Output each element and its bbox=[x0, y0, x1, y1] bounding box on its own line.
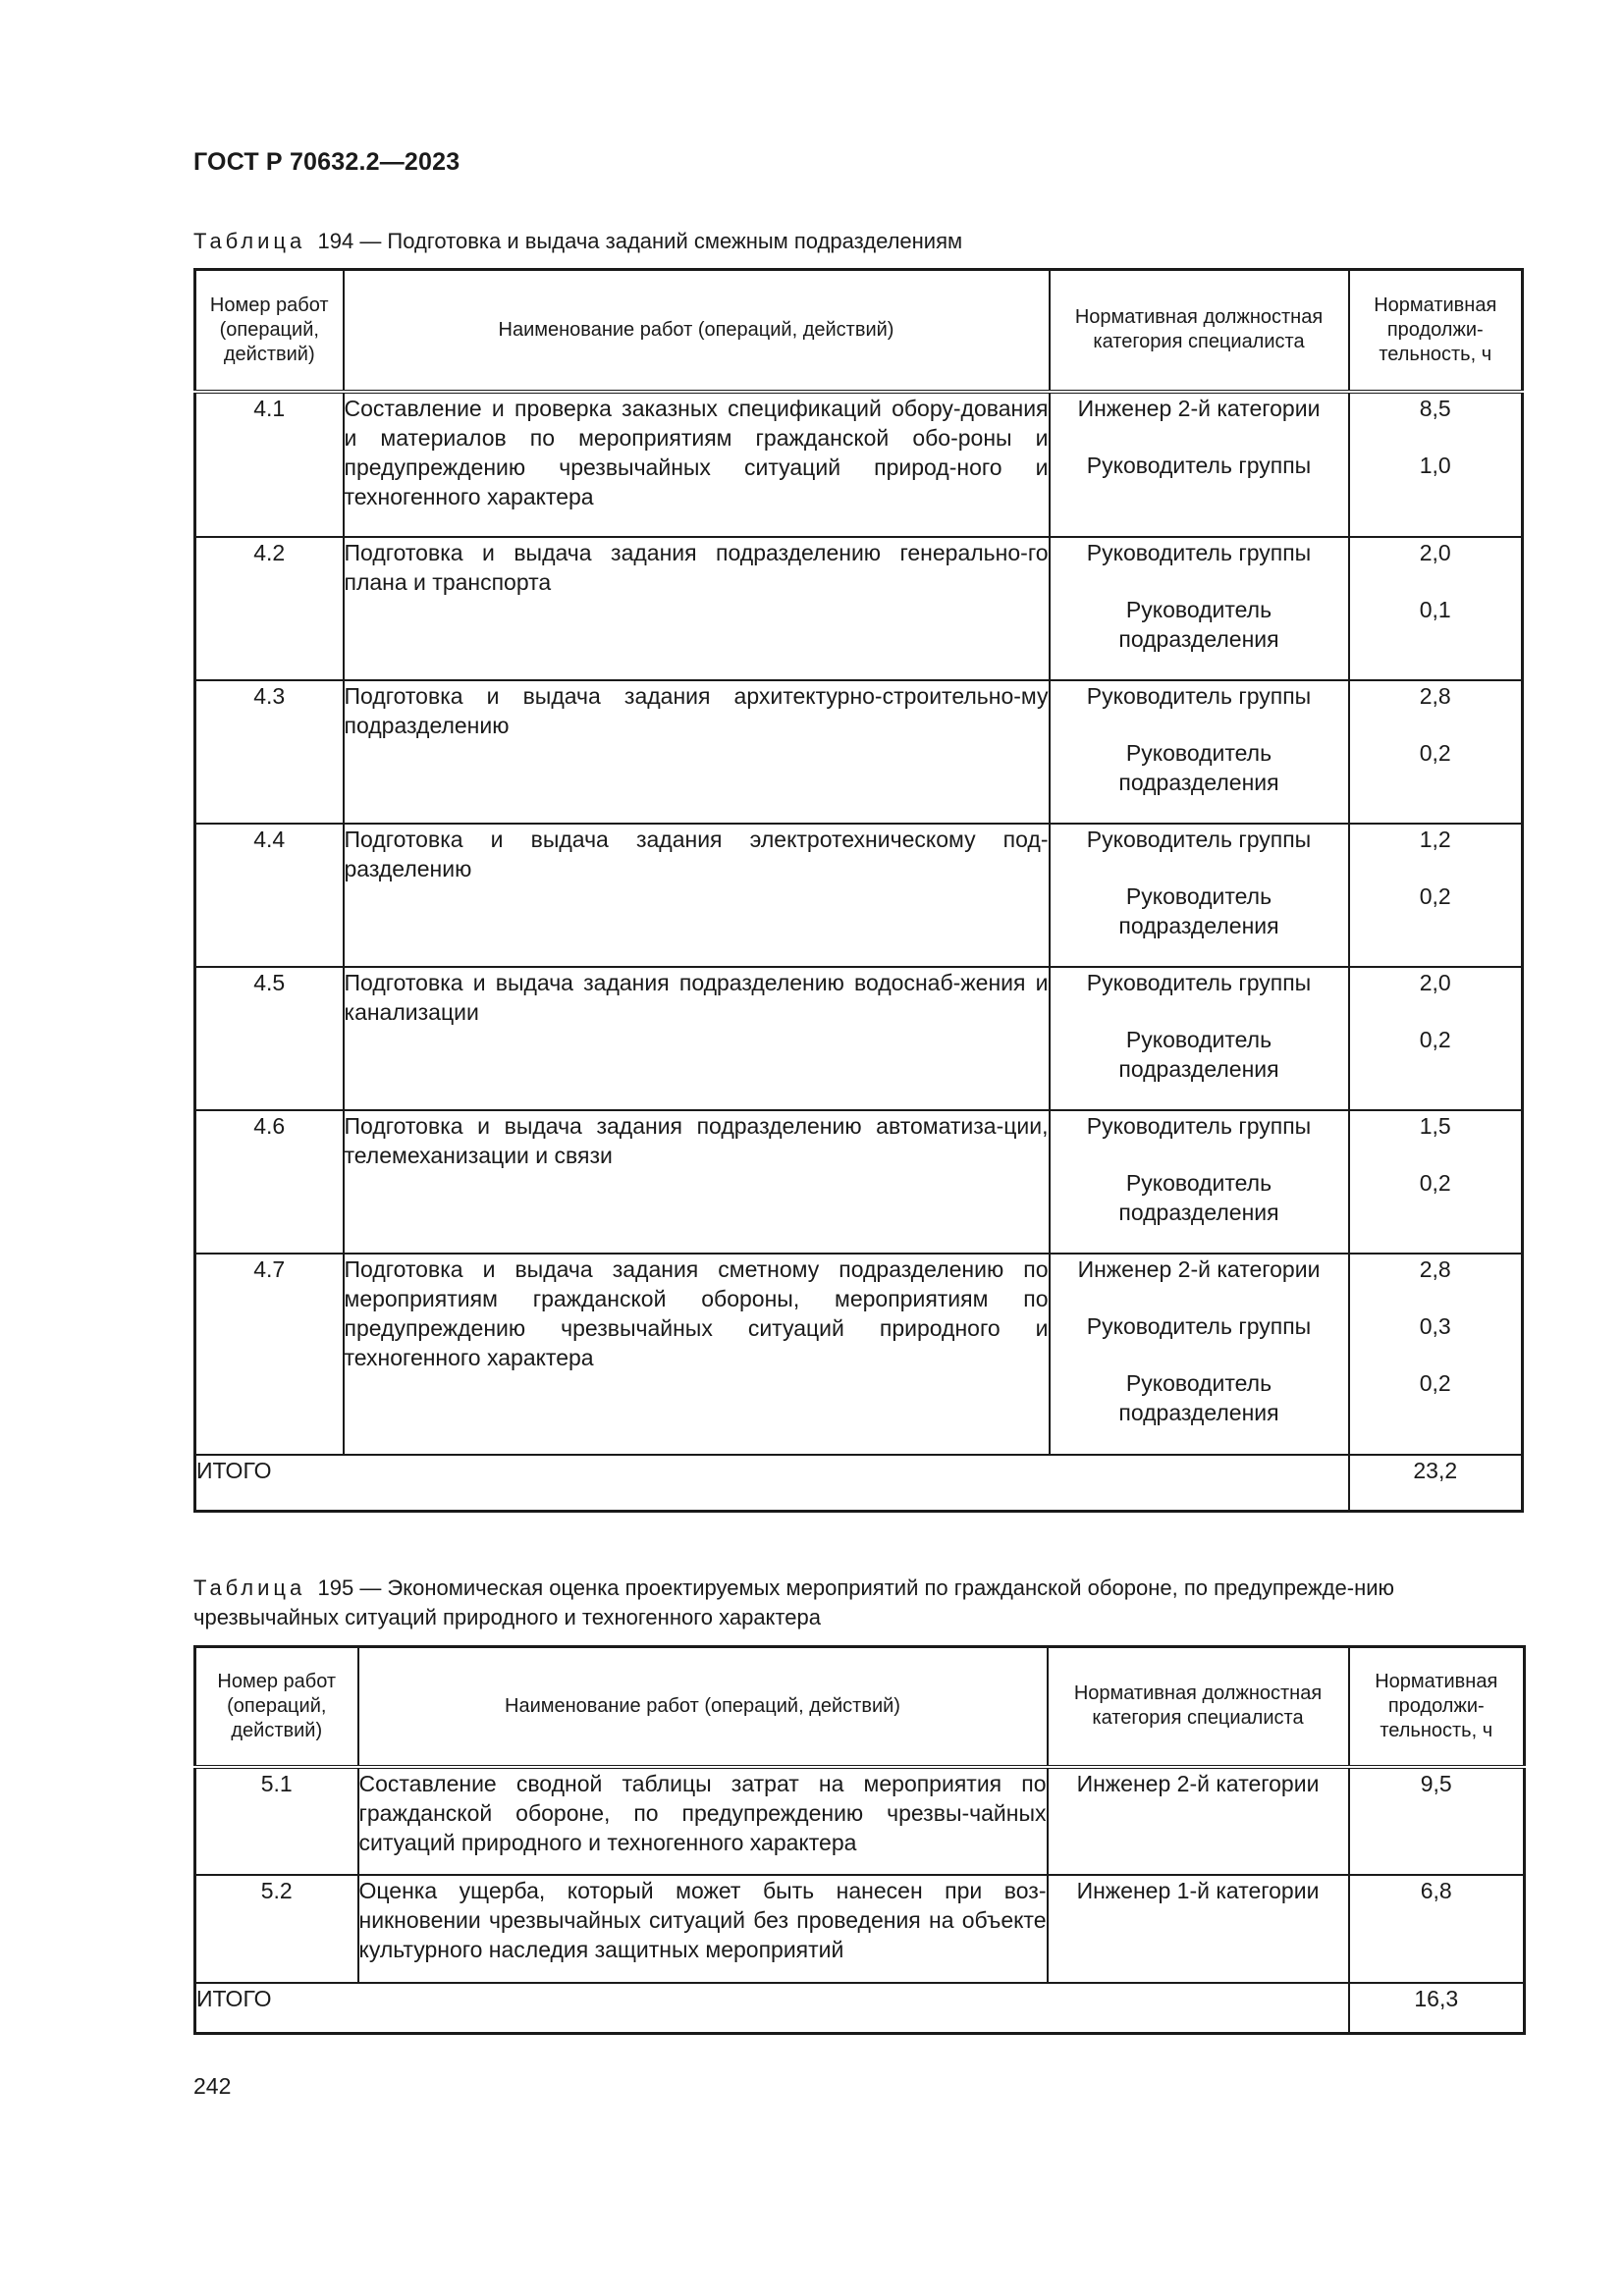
duration-value: 8,5 bbox=[1419, 395, 1451, 421]
specialist-category: Инженер 2-й категории bbox=[1076, 1770, 1320, 1796]
work-name: Составление и проверка заказных спецификаций обору-дования и материалов по мероприятиям гражданской обо-роны и предупреждению чрезвычайных ситуаций природ-ного и техногенного характера bbox=[344, 392, 1050, 537]
duration-value: 0,2 bbox=[1419, 1026, 1451, 1052]
work-number: 4.4 bbox=[195, 824, 344, 967]
duration-value: 2,0 bbox=[1419, 539, 1451, 565]
table-row bbox=[195, 1254, 1523, 1455]
specialist-category: Руководитель подразделения bbox=[1118, 882, 1279, 938]
table-194-body bbox=[195, 392, 1523, 1512]
duration-value: 6,8 bbox=[1420, 1877, 1452, 1903]
table-label: Таблица bbox=[193, 229, 306, 253]
work-name: Оценка ущерба, который может быть нанесен при воз-никновении чрезвычайных ситуаций без проведения на объекте культурного наследия защитных мероприятий bbox=[358, 1875, 1048, 1983]
work-number: 5.1 bbox=[195, 1767, 358, 1875]
work-name: Подготовка и выдача задания подразделению генерально-го плана и транспорта bbox=[344, 537, 1050, 680]
specialist-category: Руководитель подразделения bbox=[1118, 1169, 1279, 1225]
total-row bbox=[195, 1455, 1523, 1512]
work-name: Подготовка и выдача задания архитектурно-строительно-му подразделению bbox=[344, 680, 1050, 824]
table-194 bbox=[193, 268, 1524, 1513]
duration-cell bbox=[1349, 392, 1523, 537]
specialist-category: Инженер 1-й категории bbox=[1076, 1877, 1320, 1903]
specialist-category-cell bbox=[1050, 824, 1349, 967]
header-duration: Нормативная продолжи-тельность, ч bbox=[1349, 1647, 1525, 1767]
duration-value: 1,0 bbox=[1419, 452, 1451, 478]
specialist-category-cell bbox=[1050, 680, 1349, 824]
specialist-category: Руководитель подразделения bbox=[1118, 596, 1279, 652]
specialist-category-cell bbox=[1050, 392, 1349, 537]
duration-cell bbox=[1349, 680, 1523, 824]
duration-value: 0,1 bbox=[1419, 596, 1451, 622]
table-row bbox=[195, 1875, 1525, 1983]
table-row bbox=[195, 1110, 1523, 1254]
header-num: Номер работ (операций, действий) bbox=[195, 1647, 358, 1767]
duration-value: 0,2 bbox=[1419, 1169, 1451, 1196]
specialist-category: Руководитель группы bbox=[1086, 682, 1312, 709]
work-number: 4.1 bbox=[195, 392, 344, 537]
table-195 bbox=[193, 1645, 1526, 2035]
work-number: 4.3 bbox=[195, 680, 344, 824]
table-195-body bbox=[195, 1767, 1525, 2034]
table-title: 195 — Экономическая оценка проектируемых мероприятий по гражданской обороне, по предупрежде-нию чрезвычайных ситуаций природного и техногенного характера bbox=[193, 1575, 1395, 1629]
duration-value: 2,8 bbox=[1419, 682, 1451, 709]
specialist-category: Руководитель группы bbox=[1086, 1312, 1312, 1339]
document-code: ГОСТ Р 70632.2—2023 bbox=[193, 148, 460, 176]
specialist-category-cell bbox=[1050, 537, 1349, 680]
total-row bbox=[195, 1983, 1525, 2034]
specialist-category: Инженер 2-й категории bbox=[1077, 1255, 1321, 1282]
duration-cell bbox=[1349, 1767, 1525, 1875]
specialist-category: Руководитель группы bbox=[1086, 826, 1312, 852]
specialist-category-cell bbox=[1048, 1875, 1349, 1983]
specialist-category: Инженер 2-й категории bbox=[1077, 395, 1321, 421]
duration-value: 0,3 bbox=[1419, 1312, 1451, 1339]
table-label: Таблица bbox=[193, 1575, 306, 1600]
specialist-category: Руководитель группы bbox=[1086, 969, 1312, 995]
table-row bbox=[195, 967, 1523, 1110]
work-number: 4.5 bbox=[195, 967, 344, 1110]
table-row bbox=[195, 680, 1523, 824]
specialist-category: Руководитель группы bbox=[1086, 452, 1312, 478]
work-number: 4.7 bbox=[195, 1254, 344, 1455]
duration-value: 2,8 bbox=[1419, 1255, 1451, 1282]
duration-cell bbox=[1349, 967, 1523, 1110]
header-name: Наименование работ (операций, действий) bbox=[358, 1647, 1048, 1767]
total-value: 23,2 bbox=[1349, 1455, 1523, 1512]
duration-cell bbox=[1349, 537, 1523, 680]
work-name: Подготовка и выдача задания подразделению водоснаб-жения и канализации bbox=[344, 967, 1050, 1110]
specialist-category: Руководитель группы bbox=[1086, 1112, 1312, 1139]
work-name: Составление сводной таблицы затрат на мероприятия по гражданской обороне, по предупреждению чрезвы-чайных ситуаций природного и техногенного характера bbox=[358, 1767, 1048, 1875]
work-name: Подготовка и выдача задания подразделению автоматиза-ции, телемеханизации и связи bbox=[344, 1110, 1050, 1254]
duration-value: 0,2 bbox=[1419, 739, 1451, 766]
duration-value: 2,0 bbox=[1419, 969, 1451, 995]
table-title: 194 — Подготовка и выдача заданий смежным подразделениям bbox=[317, 229, 963, 253]
table-row bbox=[195, 824, 1523, 967]
table-195-caption bbox=[193, 1574, 1509, 1632]
specialist-category-cell bbox=[1050, 1110, 1349, 1254]
header-name: Наименование работ (операций, действий) bbox=[344, 270, 1050, 392]
duration-cell bbox=[1349, 1110, 1523, 1254]
duration-cell bbox=[1349, 1254, 1523, 1455]
work-name: Подготовка и выдача задания сметному подразделению по мероприятиям гражданской обороны, мероприятиям по предупреждению чрезвычайных ситуаций природного и техногенного характера bbox=[344, 1254, 1050, 1455]
page-number: 242 bbox=[193, 2073, 232, 2099]
total-label: ИТОГО bbox=[195, 1455, 1349, 1512]
specialist-category: Руководитель подразделения bbox=[1118, 1026, 1279, 1082]
specialist-category: Руководитель группы bbox=[1086, 539, 1312, 565]
header-category: Нормативная должностная категория специалиста bbox=[1048, 1647, 1349, 1767]
duration-value: 9,5 bbox=[1420, 1770, 1452, 1796]
duration-value: 0,2 bbox=[1419, 1369, 1451, 1396]
total-label: ИТОГО bbox=[195, 1983, 1349, 2034]
specialist-category-cell bbox=[1050, 1254, 1349, 1455]
duration-cell bbox=[1349, 1875, 1525, 1983]
specialist-category: Руководитель подразделения bbox=[1118, 1369, 1279, 1425]
table-row bbox=[195, 537, 1523, 680]
specialist-category: Руководитель подразделения bbox=[1118, 739, 1279, 795]
total-value: 16,3 bbox=[1349, 1983, 1525, 2034]
duration-cell bbox=[1349, 824, 1523, 967]
header-category: Нормативная должностная категория специалиста bbox=[1050, 270, 1349, 392]
specialist-category-cell bbox=[1048, 1767, 1349, 1875]
work-number: 5.2 bbox=[195, 1875, 358, 1983]
table-194-caption bbox=[193, 227, 1509, 256]
duration-value: 1,2 bbox=[1419, 826, 1451, 852]
work-number: 4.2 bbox=[195, 537, 344, 680]
specialist-category-cell bbox=[1050, 967, 1349, 1110]
work-number: 4.6 bbox=[195, 1110, 344, 1254]
duration-value: 0,2 bbox=[1419, 882, 1451, 909]
table-row bbox=[195, 1767, 1525, 1875]
header-duration: Нормативная продолжи-тельность, ч bbox=[1349, 270, 1523, 392]
table-row bbox=[195, 392, 1523, 537]
header-num: Номер работ (операций, действий) bbox=[195, 270, 344, 392]
work-name: Подготовка и выдача задания электротехническому под-разделению bbox=[344, 824, 1050, 967]
duration-value: 1,5 bbox=[1419, 1112, 1451, 1139]
